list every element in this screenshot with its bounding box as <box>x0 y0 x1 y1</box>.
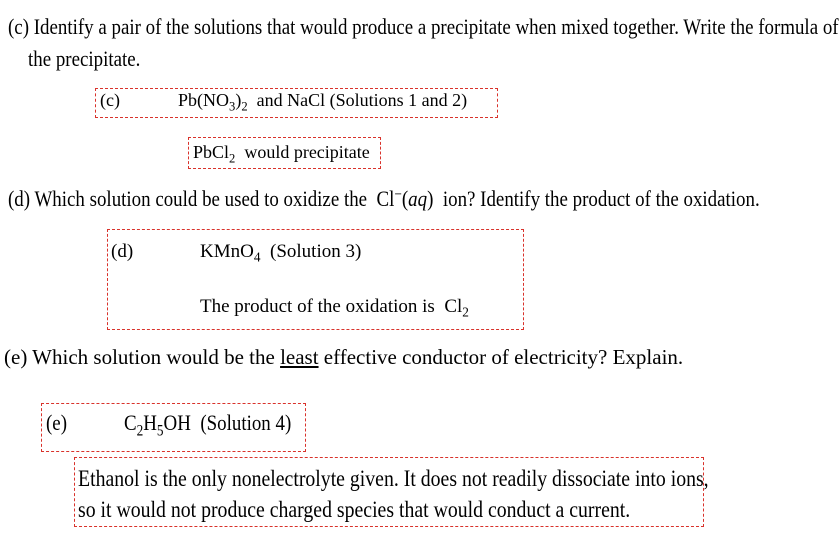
answer-d-product <box>200 296 469 318</box>
answer-e-c-sub: 2 <box>136 422 144 440</box>
precipitate-sub: 2 <box>229 151 236 166</box>
question-c-line1: (c) Identify a pair of the solutions that would produce a precipitate when mixed together. Write the formula of <box>8 14 839 39</box>
answer-c-formula <box>178 90 468 114</box>
explanation-line1: Ethanol is the only nonelectrolyte given. It does not readily dissociate into ions, <box>78 466 709 491</box>
answer-e-oh: OH <box>163 410 191 435</box>
answer-e-h-sub: 5 <box>156 422 164 440</box>
question-d-sup: − <box>394 186 402 204</box>
question-e-start: (e) Which solution would be the <box>4 345 275 369</box>
answer-c-paren: ) <box>235 90 242 110</box>
answer-d-product-text: The product of the oxidation is <box>200 296 435 317</box>
precipitate-label: would precipitate <box>244 142 370 162</box>
answer-c-sub3: 3 <box>229 99 236 114</box>
question-d-cl: Cl <box>376 186 395 211</box>
question-d-aq-open: ( <box>401 186 409 211</box>
answer-e-solution: (Solution 4) <box>200 410 292 435</box>
question-c-line2: the precipitate. <box>28 46 141 71</box>
answer-c-sub2: 2 <box>241 99 248 114</box>
answer-d-label: (d) <box>111 241 134 262</box>
answer-d-formula <box>200 241 361 263</box>
explanation-line2: so it would not produce charged species that would conduct a current. <box>78 497 631 522</box>
answer-e-label: (e) <box>46 410 68 435</box>
answer-e-c: C <box>124 410 137 435</box>
answer-d-cl2-sub: 2 <box>462 304 469 320</box>
question-d-start: (d) Which solution could be used to oxidize the <box>8 186 368 211</box>
answer-d-kmno: KMnO <box>200 241 254 262</box>
question-d <box>8 186 760 212</box>
answer-d-cl2: Cl <box>444 296 463 317</box>
answer-e-formula <box>124 410 292 440</box>
precipitate-text <box>193 142 370 166</box>
question-d-aq-close: ) <box>427 186 434 211</box>
answer-e-h: H <box>143 410 157 435</box>
answer-d-solution: (Solution 3) <box>270 241 362 262</box>
question-e-end: effective conductor of electricity? Explain. <box>323 345 684 369</box>
answer-c-label: (c) <box>100 90 120 110</box>
question-e-least: least <box>280 345 319 369</box>
question-e <box>4 345 683 370</box>
answer-c-pb: Pb(NO <box>178 90 230 110</box>
answer-d-sub: 4 <box>253 249 261 265</box>
question-d-end: ion? Identify the product of the oxidation. <box>442 186 760 211</box>
answer-c-rest: and NaCl (Solutions 1 and 2) <box>256 90 468 110</box>
question-d-aq: aq <box>408 186 428 211</box>
precipitate-formula: PbCl <box>193 142 230 162</box>
